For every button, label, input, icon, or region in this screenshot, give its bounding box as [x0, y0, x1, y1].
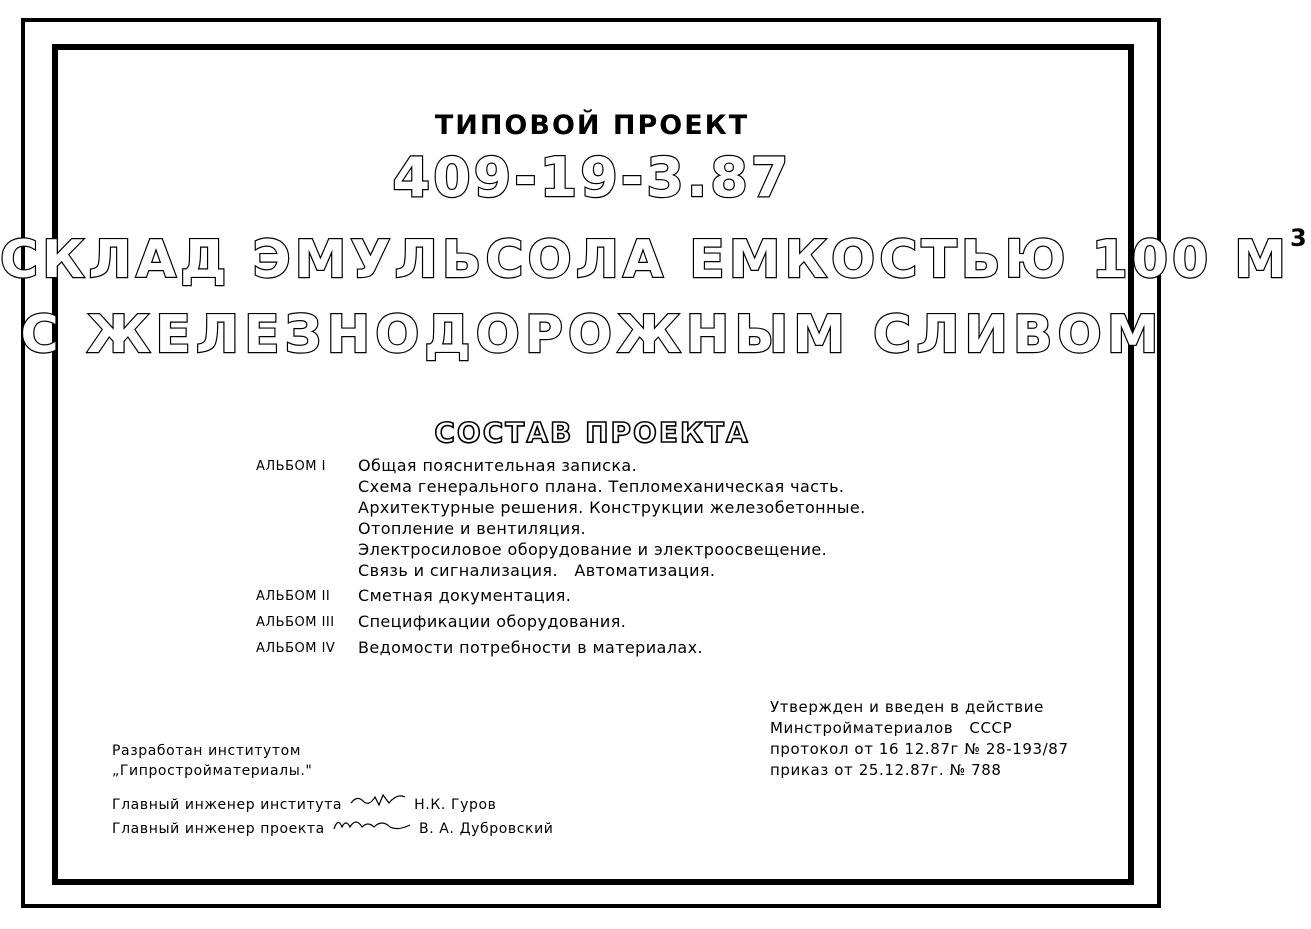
approval-order: приказ от 25.12.87г. № 788: [770, 761, 1002, 779]
chief-engineer-project-label: Главный инженер проекта: [112, 821, 325, 837]
album-items: [358, 585, 571, 607]
album-item: Архитектурные решения. Конструкции железобетонные.: [358, 498, 866, 517]
title-line-1: [0, 224, 1311, 290]
title-superscript: 3: [1290, 224, 1311, 252]
chief-engineer-institute-name: Н.К. Гуров: [414, 797, 497, 813]
album-list: [256, 455, 866, 659]
chief-engineer-project-row: [112, 815, 554, 839]
approval-line: Утвержден и введен в действие: [770, 698, 1044, 716]
album-2: [256, 585, 866, 607]
album-item: Отопление и вентиляция.: [358, 519, 587, 538]
album-label: АЛЬБОМ I: [256, 459, 326, 474]
signature-icon: [332, 815, 412, 833]
album-item: Спецификации оборудования.: [358, 612, 627, 631]
project-type-label: ТИПОВОЙ ПРОЕКТ: [434, 110, 750, 141]
approval-protocol: протокол от 16 12.87г № 28-193/87: [770, 740, 1069, 758]
title-line-2: С ЖЕЛЕЗНОДОРОЖНЫМ СЛИВОМ: [20, 305, 1164, 365]
album-4: [256, 637, 866, 659]
album-3: [256, 611, 866, 633]
album-item: Общая пояснительная записка.: [358, 456, 638, 475]
album-item: Связь и сигнализация. Автоматизация.: [358, 561, 716, 580]
album-label: АЛЬБОМ IV: [256, 641, 336, 656]
approval-line: Минстройматериалов СССР: [770, 719, 1013, 737]
developer-institute: „Гипростройматериалы.": [112, 763, 313, 779]
signature-icon: [349, 791, 407, 809]
developer-line: Разработан институтом: [112, 743, 301, 759]
album-label: АЛЬБОМ III: [256, 615, 335, 630]
chief-engineer-institute-label: Главный инженер института: [112, 797, 343, 813]
approval-block: [770, 697, 1069, 781]
album-item: Ведомости потребности в материалах.: [358, 638, 703, 657]
album-items: [358, 455, 866, 581]
album-1: [256, 455, 866, 581]
title-line-1-text: СКЛАД ЭМУЛЬСОЛА ЕМКОСТЬЮ 100 М: [0, 230, 1291, 290]
chief-engineer-project-name: В. А. Дубровский: [419, 821, 554, 837]
album-item: Электросиловое оборудование и электроосвещение.: [358, 540, 828, 559]
developer-block: [112, 741, 554, 839]
chief-engineer-institute-row: [112, 791, 554, 815]
composition-heading: СОСТАВ ПРОЕКТА: [434, 416, 750, 449]
album-items: [358, 637, 703, 659]
project-number: 409-19-3.87: [392, 146, 792, 209]
album-label: АЛЬБОМ II: [256, 589, 331, 604]
album-item: Сметная документация.: [358, 586, 572, 605]
album-item: Схема генерального плана. Тепломеханическая часть.: [358, 477, 845, 496]
album-items: [358, 611, 626, 633]
